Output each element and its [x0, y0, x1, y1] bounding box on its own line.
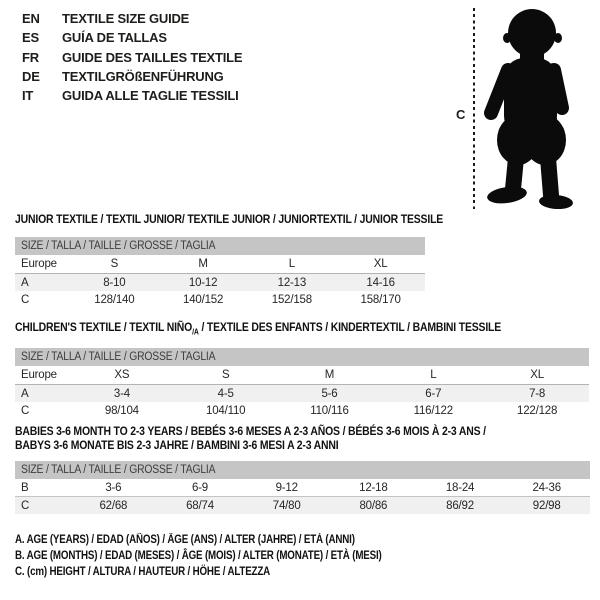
cell: 92/98: [532, 499, 561, 512]
lang-label: TEXTILE SIZE GUIDE: [62, 11, 190, 26]
children-title-part1: CHILDREN'S TEXTILE / TEXTIL NIÑO: [15, 320, 193, 334]
junior-columns-row: [15, 255, 425, 274]
cell: 98/104: [104, 404, 139, 417]
row-label: C: [21, 499, 30, 512]
table-row-c: [15, 402, 589, 419]
footnote-b: B. AGE (MONTHS) / EDAD (MESES) / ÂGE (MOIS) / ALTER (MONATE) / ETÀ (MESI): [15, 550, 382, 562]
table-row-c: [15, 291, 425, 308]
row-label: C: [21, 293, 30, 306]
children-section-title: [15, 321, 501, 339]
cell: 3-6: [105, 481, 122, 494]
column-header: M: [324, 369, 335, 381]
cell: 62/68: [99, 499, 128, 512]
lang-row-de: [22, 67, 242, 86]
babies-title-line1: BABIES 3-6 MONTH TO 2-3 YEARS / BEBÉS 3-6 MESES A 2-3 AÑOS / BÉBÉS 3-6 MOIS À 2-3 ANS /: [15, 424, 486, 438]
column-header: XS: [114, 369, 130, 381]
table-row-a: [15, 274, 425, 291]
table-row-c: [15, 497, 590, 514]
cell: 24-36: [532, 481, 561, 494]
cell: 18-24: [445, 481, 475, 494]
row-label: A: [21, 276, 29, 289]
cell: 140/152: [183, 293, 224, 306]
column-header: L: [288, 258, 295, 270]
lang-code: DE: [22, 68, 40, 84]
lang-code: FR: [22, 49, 39, 65]
cell: 12-18: [359, 481, 388, 494]
column-header: S: [110, 258, 119, 270]
size-header-bar: [15, 237, 425, 255]
junior-section-title: JUNIOR TEXTILE / TEXTIL JUNIOR/ TEXTILE JUNIOR / JUNIORTEXTIL / JUNIOR TESSILE: [15, 212, 444, 226]
column-header: XL: [373, 258, 388, 270]
cell: 4-5: [217, 387, 234, 400]
children-columns-row: [15, 366, 589, 385]
size-header-label: SIZE / TALLA / TAILLE / GRÖSSE / TAGLIA: [21, 240, 216, 252]
row-label: C: [21, 404, 30, 417]
footnote-c: C. (cm) HEIGHT / ALTURA / HAUTEUR / HÖHE / ALTEZZA: [15, 566, 271, 578]
size-header-label: SIZE / TALLA / TAILLE / GRÖSSE / TAGLIA: [21, 351, 216, 363]
babies-section-title: [15, 425, 486, 452]
cell: 3-4: [113, 387, 130, 400]
lang-code: IT: [22, 88, 34, 104]
region-label: Europe: [21, 258, 57, 270]
size-header-bar: [15, 461, 590, 479]
cell: 7-8: [529, 387, 546, 400]
cell: 104/110: [206, 404, 246, 417]
children-title-subscript: /A: [192, 327, 199, 337]
cell: 122/128: [517, 404, 558, 417]
cell: 152/158: [271, 293, 312, 306]
cell: 12-13: [277, 276, 307, 289]
lang-label: TEXTILGRÖßENFÜHRUNG: [62, 68, 224, 84]
region-label: Europe: [21, 369, 57, 381]
cell: 68/74: [186, 499, 214, 512]
cell: 80/86: [359, 499, 388, 512]
footnote-a: A. AGE (YEARS) / EDAD (AÑOS) / ÂGE (ANS) / ALTER (JAHRE) / ETÀ (ANNI): [15, 534, 355, 546]
lang-row-fr: [22, 48, 242, 67]
lang-code: ES: [22, 30, 39, 46]
cell: 86/92: [446, 499, 474, 512]
footnotes: [15, 532, 382, 580]
column-header: S: [221, 369, 230, 381]
row-label: A: [21, 387, 29, 400]
lang-label: GUIDE DES TAILLES TEXTILE: [62, 49, 243, 65]
cell: 74/80: [272, 499, 301, 512]
cell: 9-12: [275, 481, 298, 494]
cell: 14-16: [366, 276, 395, 289]
height-marker-label: C: [456, 107, 466, 122]
cell: 128/140: [94, 293, 135, 306]
lang-row-es: [22, 28, 242, 47]
height-dashed-line: [473, 8, 475, 209]
babies-size-table: [15, 461, 590, 514]
column-header: XL: [530, 369, 544, 381]
cell: 158/170: [360, 293, 401, 306]
table-row-a: [15, 385, 589, 402]
lang-code: EN: [22, 11, 40, 26]
table-row-b: [15, 479, 590, 497]
size-header-bar: [15, 348, 589, 366]
children-title-part2: / TEXTILE DES ENFANTS / KINDERTEXTIL / BAMBINI TESSILE: [198, 320, 502, 334]
column-header: L: [430, 369, 437, 381]
cell: 110/116: [310, 404, 349, 417]
cell: 8-10: [103, 276, 126, 289]
cell: 10-12: [188, 276, 218, 289]
lang-row-it: [22, 86, 242, 105]
lang-label: GUIDA ALLE TAGLIE TESSILI: [62, 88, 239, 104]
children-size-table: [15, 348, 589, 419]
toddler-silhouette-icon: [482, 6, 579, 209]
cell: 6-7: [425, 387, 442, 400]
row-label: B: [21, 481, 29, 494]
junior-size-table: [15, 237, 425, 308]
babies-title-line2: BABYS 3-6 MONATE BIS 2-3 JAHRE / BAMBINI 3-6 MESI A 2-3 ANNI: [15, 437, 339, 452]
language-list: [22, 9, 242, 105]
size-header-label: SIZE / TALLA / TAILLE / GRÖSSE / TAGLIA: [21, 464, 216, 476]
column-header: M: [198, 258, 208, 270]
lang-row-en: [22, 9, 242, 28]
cell: 116/122: [413, 404, 453, 417]
cell: 6-9: [191, 481, 209, 494]
cell: 5-6: [321, 387, 338, 400]
lang-label: GUÍA DE TALLAS: [62, 30, 167, 46]
